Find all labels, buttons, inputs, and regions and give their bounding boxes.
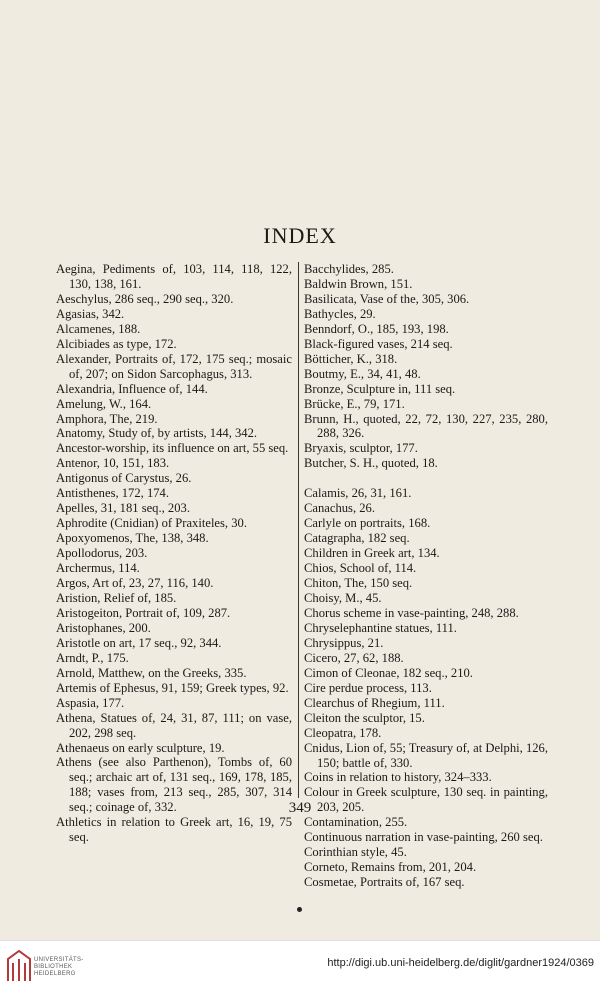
index-entry: Antigonus of Carystus, 26.	[56, 471, 192, 486]
index-entry: Benndorf, O., 185, 193, 198.	[304, 321, 449, 336]
index-entry: Argos, Art of, 23, 27, 116, 140.	[56, 576, 214, 591]
index-entry: Alexander, Portraits of, 172, 175 seq.; mosaic of, 207; on Sidon Sarcophagus, 313.	[56, 351, 292, 381]
index-entry: Continuous narration in vase-painting, 260 seq.	[304, 830, 543, 845]
column-divider	[298, 262, 299, 798]
library-name-line: BIBLIOTHEK	[34, 964, 73, 970]
index-left-column	[56, 262, 292, 845]
index-entry: Alcibiades as type, 172.	[56, 336, 177, 351]
index-entry: Anatomy, Study of, by artists, 144, 342.	[56, 426, 258, 441]
index-entry: Brunn, H., quoted, 22, 72, 130, 227, 235, 280, 288, 326.	[304, 411, 548, 441]
index-entry: Contamination, 255.	[304, 815, 408, 830]
index-entry: Chryselephantine statues, 111.	[304, 620, 457, 635]
index-entry: Athenaeus on early sculpture, 19.	[56, 740, 225, 755]
index-entry: Antisthenes, 172, 174.	[56, 486, 169, 501]
index-entry: Chiton, The, 150 seq.	[304, 576, 413, 591]
index-entry: Arndt, P., 175.	[56, 650, 129, 665]
index-entry: Aphrodite (Cnidian) of Praxiteles, 30.	[56, 516, 247, 531]
index-entry: Arnold, Matthew, on the Greeks, 335.	[56, 665, 247, 680]
index-entry: Artemis of Ephesus, 91, 159; Greek types, 92.	[56, 680, 289, 695]
index-entry: Canachus, 26.	[304, 501, 375, 516]
index-entry: Amelung, W., 164.	[56, 396, 152, 411]
index-entry: Chorus scheme in vase-painting, 248, 288.	[304, 605, 519, 620]
index-entry: Cnidus, Lion of, 55; Treasury of, at Delphi, 126, 150; battle of, 330.	[304, 740, 548, 770]
index-entry: Bronze, Sculpture in, 111 seq.	[304, 381, 456, 396]
index-entry: Aspasia, 177.	[56, 695, 125, 710]
index-entry: Apollodorus, 203.	[56, 546, 148, 561]
index-entry: Aristophanes, 200.	[56, 620, 151, 635]
index-entry: Aegina, Pediments of, 103, 114, 118, 122, 130, 138, 161.	[56, 262, 292, 291]
index-entry: Cicero, 27, 62, 188.	[304, 650, 404, 665]
index-entry: Bathycles, 29.	[304, 306, 376, 321]
index-entry: Agasias, 342.	[56, 306, 125, 321]
index-entry: Corneto, Remains from, 201, 204.	[304, 860, 477, 875]
index-entry: Bryaxis, sculptor, 177.	[304, 441, 418, 456]
index-entry: Alcamenes, 188.	[56, 321, 141, 336]
index-entry: Amphora, The, 219.	[56, 411, 158, 426]
ink-dot	[297, 907, 302, 912]
index-entry: Cleopatra, 178.	[304, 725, 382, 740]
index-entry: Calamis, 26, 31, 161.	[304, 486, 412, 501]
index-entry: Archermus, 114.	[56, 561, 140, 576]
index-entry: Colour in Greek sculpture, 130 seq. in painting, 203, 205.	[304, 785, 548, 815]
index-entry: Catagrapha, 182 seq.	[304, 531, 410, 546]
source-url[interactable]: http://digi.ub.uni-heidelberg.de/diglit/gardner1924/0369	[327, 957, 594, 969]
index-entry: Athena, Statues of, 24, 31, 87, 111; on vase, 202, 298 seq.	[56, 710, 292, 740]
page-number: 349	[288, 800, 312, 816]
index-entry: Choisy, M., 45.	[304, 591, 382, 606]
index-entry: Clearchus of Rhegium, 111.	[304, 695, 445, 710]
index-entry: Aeschylus, 286 seq., 290 seq., 320.	[56, 291, 234, 306]
index-entry: Cleiton the sculptor, 15.	[304, 710, 425, 725]
index-entry: Ancestor-worship, its influence on art, 55 seq.	[56, 441, 289, 456]
index-entry: Cire perdue process, 113.	[304, 680, 432, 695]
index-entry: Aristotle on art, 17 seq., 92, 344.	[56, 635, 222, 650]
index-entry: Chrysippus, 21.	[304, 635, 384, 650]
index-entry: Cimon of Cleonae, 182 seq., 210.	[304, 665, 473, 680]
index-entry: Corinthian style, 45.	[304, 845, 407, 860]
library-name	[34, 957, 84, 978]
index-right-column	[304, 262, 548, 890]
index-entry: Alexandria, Influence of, 144.	[56, 381, 208, 396]
library-name-line: HEIDELBERG	[34, 971, 76, 977]
index-entry: Coins in relation to history, 324–333.	[304, 770, 492, 785]
index-entry: Athens (see also Parthenon), Tombs of, 60 seq.; archaic art of, 131 seq., 169, 178, 185, 188; vases from, 213 seq., 285, 307, 314 seq.; coinage of, 332.	[56, 755, 292, 815]
index-entry: Athletics in relation to Greek art, 16, 19, 75 seq.	[56, 815, 292, 845]
index-entry: Brücke, E., 79, 171.	[304, 396, 405, 411]
page-title: INDEX	[263, 223, 337, 248]
index-entry: Bacchylides, 285.	[304, 262, 394, 276]
index-entry: Black-figured vases, 214 seq.	[304, 336, 453, 351]
index-entry: Aristogeiton, Portrait of, 109, 287.	[56, 605, 231, 620]
index-entry: Boutmy, E., 34, 41, 48.	[304, 366, 421, 381]
library-name-line: UNIVERSITÄTS-	[34, 957, 84, 963]
library-logo-icon	[6, 949, 32, 983]
index-entry: Cosmetae, Portraits of, 167 seq.	[304, 875, 465, 890]
index-entry: Apoxyomenos, The, 138, 348.	[56, 531, 209, 546]
footer-bar	[0, 940, 600, 990]
index-entry: Aristion, Relief of, 185.	[56, 590, 177, 605]
index-entry: Baldwin Brown, 151.	[304, 276, 413, 291]
index-entry: Antenor, 10, 151, 183.	[56, 456, 170, 471]
index-entry: Butcher, S. H., quoted, 18.	[304, 456, 438, 471]
index-entry: Chios, School of, 114.	[304, 561, 417, 576]
index-entry: Apelles, 31, 181 seq., 203.	[56, 501, 190, 516]
index-entry: Basilicata, Vase of the, 305, 306.	[304, 291, 470, 306]
index-entry: Carlyle on portraits, 168.	[304, 516, 431, 531]
index-entry: Children in Greek art, 134.	[304, 546, 440, 561]
index-entry: Bötticher, K., 318.	[304, 351, 398, 366]
